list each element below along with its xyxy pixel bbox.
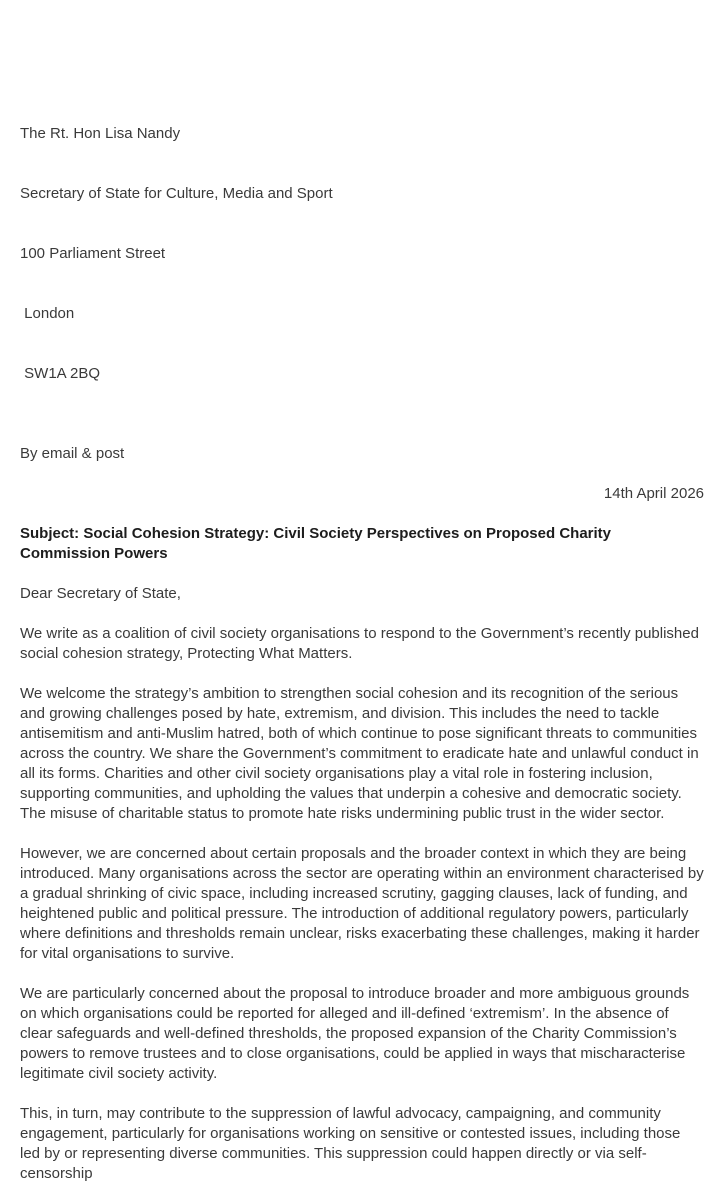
- recipient-city: London: [20, 305, 75, 322]
- recipient-street: 100 Parliament Street: [20, 245, 166, 262]
- subject-line: Subject: Social Cohesion Strategy: Civil Society Perspectives on Proposed Charity Commission Powers: [20, 525, 616, 562]
- paragraph-welcome: We welcome the strategy’s ambition to strengthen social cohesion and its recognition of the serious and growing challenges posed by hate, extremism, and division. This includes the need to tackle antisemitism and anti-Muslim hatred, both of which continue to pose significant threats to communities across the country. We share the Government’s commitment to eradicate hate and unlawful conduct in all its forms. Charities and other civil society organisations play a vital role in fostering inclusion, supporting communities, and upholding the values that underpin a cohesive and democratic society. The misuse of charitable status to promote hate risks undermining public trust in the wider sector.: [20, 685, 703, 822]
- recipient-address-block: [20, 84, 704, 424]
- paragraph-extremism-grounds: We are particularly concerned about the proposal to introduce broader and more ambiguous grounds on which organisations could be reported for alleged and ill-defined ‘extremism’. In the absence of clear safeguards and well-defined thresholds, the proposed expansion of the Charity Commission’s powers to remove trustees and to close organisations, could be applied in ways that mischaracterise legitimate civil society activity.: [20, 985, 694, 1082]
- salutation: Dear Secretary of State,: [20, 585, 181, 602]
- paragraph-intro: We write as a coalition of civil society organisations to respond to the Government’s recently published social cohesion strategy, Protecting What Matters.: [20, 625, 704, 662]
- paragraph-concerns: However, we are concerned about certain proposals and the broader context in which they are being introduced. Many organisations across the sector are operating within an environment characterised by a gradual shrinking of civic space, including increased scrutiny, gagging clauses, lack of funding, and heightened public and political pressure. The introduction of additional regulatory powers, particularly where definitions and thresholds remain unclear, risks exacerbating these challenges, making it harder for vital organisations to survive.: [20, 845, 708, 962]
- recipient-title: Secretary of State for Culture, Media and Sport: [20, 185, 333, 202]
- paragraph-suppression: This, in turn, may contribute to the suppression of lawful advocacy, campaigning, and community engagement, particularly for organisations working on sensitive or contested issues, including those led by or representing diverse communities. This suppression could happen directly or via self-censorship: [20, 1105, 685, 1182]
- letter-date: 14th April 2026: [603, 485, 704, 502]
- recipient-postcode: SW1A 2BQ: [20, 365, 101, 382]
- recipient-name: The Rt. Hon Lisa Nandy: [20, 125, 181, 142]
- delivery-method: By email & post: [20, 445, 125, 462]
